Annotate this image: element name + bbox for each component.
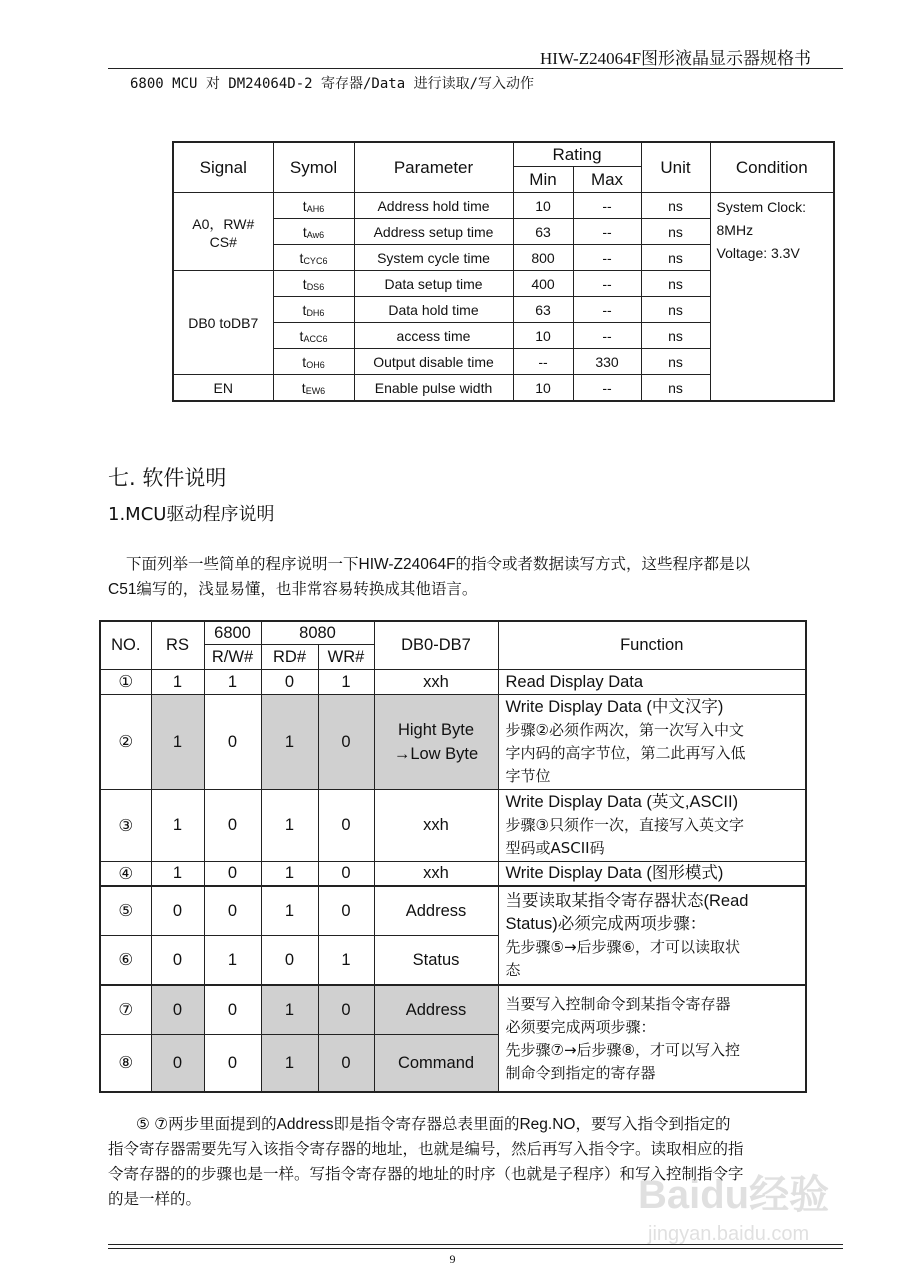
unit-cell: ns <box>641 271 710 297</box>
param-cell: System cycle time <box>354 245 513 271</box>
signal-en: EN <box>173 375 273 402</box>
unit-cell: ns <box>641 245 710 271</box>
wr-cell: 0 <box>318 862 374 887</box>
no-cell: ③ <box>100 790 151 862</box>
baidu-watermark-logo <box>628 1160 868 1250</box>
no-cell: ⑦ <box>100 985 151 1035</box>
no-cell: ⑥ <box>100 936 151 986</box>
th-wr: WR# <box>318 645 374 670</box>
max-cell: -- <box>573 297 641 323</box>
rs-cell: 0 <box>151 936 204 986</box>
th-rd: RD# <box>261 645 318 670</box>
rw-cell: 0 <box>204 862 261 887</box>
watermark-brand: Baidu经验 <box>638 1173 830 1217</box>
min-cell: 10 <box>513 375 573 402</box>
rd-cell: 1 <box>261 985 318 1035</box>
min-cell: 10 <box>513 193 573 219</box>
symbol-cell: tCYC6 <box>273 245 354 271</box>
timing-table <box>172 141 835 402</box>
function-cell-write-command: 当要写入控制命令到某指令寄存器 必须要完成两项步骤： 先步骤⑦→后步骤⑧，才可以写入控 制命令到指定的寄存器 <box>498 985 806 1092</box>
rs-cell: 1 <box>151 862 204 887</box>
intro-line: C51编写的，浅显易懂，也非常容易转换成其他语言。 <box>108 581 478 598</box>
param-cell: Output disable time <box>354 349 513 375</box>
rd-cell: 1 <box>261 1035 318 1093</box>
signal-cs: CS# <box>209 233 237 250</box>
db-cell: Hight Byte →Low Byte <box>374 695 498 790</box>
signal-group-db: DB0 toDB7 <box>173 271 273 375</box>
th-rating: Rating <box>513 142 641 167</box>
intro-paragraph <box>108 552 848 602</box>
th-parameter: Parameter <box>354 142 513 193</box>
timing-caption: 6800 MCU 对 DM24064D-2 寄存器/Data 进行读取/写入动作 <box>130 76 535 92</box>
unit-cell: ns <box>641 349 710 375</box>
watermark-url: jingyan.baidu.com <box>648 1223 810 1245</box>
symbol-cell: tACC6 <box>273 323 354 349</box>
unit-cell: ns <box>641 219 710 245</box>
max-cell: -- <box>573 245 641 271</box>
db-cell: xxh <box>374 790 498 862</box>
max-cell: 330 <box>573 349 641 375</box>
no-cell: ① <box>100 670 151 695</box>
min-cell: 63 <box>513 297 573 323</box>
min-cell: 10 <box>513 323 573 349</box>
db-cell: Address <box>374 985 498 1035</box>
function-cell: Read Display Data <box>498 670 806 695</box>
rs-cell: 0 <box>151 985 204 1035</box>
intro-line: 下面列举一些简单的程序说明一下HIW-Z24064F的指令或者数据读写方式，这些程序都是以 <box>126 556 751 573</box>
footer-rule <box>108 1248 843 1249</box>
th-signal: Signal <box>173 142 273 193</box>
note-line: 指令寄存器需要先写入该指令寄存器的地址，也就是编号，然后再写入指令字。读取相应的指 <box>108 1141 744 1158</box>
wr-cell: 0 <box>318 790 374 862</box>
page-number: 9 <box>449 1252 456 1266</box>
header-rule <box>108 68 843 69</box>
max-cell: -- <box>573 271 641 297</box>
min-cell: 800 <box>513 245 573 271</box>
unit-cell: ns <box>641 297 710 323</box>
section-heading: 七. 软件说明 <box>108 466 227 490</box>
th-symbol: Symol <box>273 142 354 193</box>
rd-cell: 1 <box>261 886 318 936</box>
th-unit: Unit <box>641 142 710 193</box>
rw-cell: 1 <box>204 670 261 695</box>
symbol-cell: tDH6 <box>273 297 354 323</box>
no-cell: ④ <box>100 862 151 887</box>
th-8080: 8080 <box>261 621 374 645</box>
th-condition: Condition <box>710 142 834 193</box>
th-no: NO. <box>100 621 151 670</box>
min-cell: -- <box>513 349 573 375</box>
rs-cell: 1 <box>151 695 204 790</box>
no-cell: ② <box>100 695 151 790</box>
db-cell: xxh <box>374 670 498 695</box>
db-cell: xxh <box>374 862 498 887</box>
th-6800: 6800 <box>204 621 261 645</box>
rs-cell: 1 <box>151 790 204 862</box>
wr-cell: 1 <box>318 936 374 986</box>
rd-cell: 1 <box>261 790 318 862</box>
wr-cell: 0 <box>318 985 374 1035</box>
th-function: Function <box>498 621 806 670</box>
function-cell: Write Display Data (英文,ASCII) 步骤③只须作一次，直接写入英文字 型码或ASCII码 <box>498 790 806 862</box>
note-line: 的是一样的。 <box>108 1191 202 1208</box>
symbol-cell: tEW6 <box>273 375 354 402</box>
document-header-title: HIW-Z24064F图形液晶显示器规格书 <box>540 49 812 68</box>
wr-cell: 0 <box>318 1035 374 1093</box>
th-db: DB0-DB7 <box>374 621 498 670</box>
th-rw: R/W# <box>204 645 261 670</box>
wr-cell: 0 <box>318 695 374 790</box>
rw-cell: 0 <box>204 1035 261 1093</box>
condition-cell: System Clock: 8MHz Voltage: 3.3V <box>710 193 834 402</box>
no-cell: ⑤ <box>100 886 151 936</box>
db-cell: Address <box>374 886 498 936</box>
function-cell-read-status: 当要读取某指令寄存器状态(Read Status)必须完成两项步骤： 先步骤⑤→后步骤⑥，才可以读取状 态 <box>498 886 806 985</box>
db-cell: Command <box>374 1035 498 1093</box>
rd-cell: 1 <box>261 695 318 790</box>
min-cell: 63 <box>513 219 573 245</box>
unit-cell: ns <box>641 375 710 402</box>
rw-cell: 1 <box>204 936 261 986</box>
wr-cell: 0 <box>318 886 374 936</box>
max-cell: -- <box>573 219 641 245</box>
rw-cell: 0 <box>204 985 261 1035</box>
rd-cell: 0 <box>261 936 318 986</box>
signal-a0-rw: A0，RW# <box>192 215 255 232</box>
rw-cell: 0 <box>204 886 261 936</box>
param-cell: Data setup time <box>354 271 513 297</box>
rw-cell: 0 <box>204 695 261 790</box>
rd-cell: 1 <box>261 862 318 887</box>
param-cell: Enable pulse width <box>354 375 513 402</box>
rs-cell: 1 <box>151 670 204 695</box>
max-cell: -- <box>573 193 641 219</box>
symbol-cell: tAH6 <box>273 193 354 219</box>
symbol-cell: tDS6 <box>273 271 354 297</box>
footer-rule <box>108 1244 843 1245</box>
rs-cell: 0 <box>151 886 204 936</box>
command-table <box>99 620 807 1093</box>
th-rs: RS <box>151 621 204 670</box>
rs-cell: 0 <box>151 1035 204 1093</box>
wr-cell: 1 <box>318 670 374 695</box>
param-cell: Data hold time <box>354 297 513 323</box>
max-cell: -- <box>573 375 641 402</box>
unit-cell: ns <box>641 193 710 219</box>
param-cell: access time <box>354 323 513 349</box>
unit-cell: ns <box>641 323 710 349</box>
subsection-heading: 1.MCU驱动程序说明 <box>108 504 275 525</box>
max-cell: -- <box>573 323 641 349</box>
symbol-cell: tOH6 <box>273 349 354 375</box>
th-min: Min <box>513 167 573 193</box>
param-cell: Address setup time <box>354 219 513 245</box>
note-line: 令寄存器的的步骤也是一样。写指令寄存器的地址的时序（也就是子程序）和写入控制指令字 <box>108 1166 744 1183</box>
symbol-cell: tAw6 <box>273 219 354 245</box>
rw-cell: 0 <box>204 790 261 862</box>
no-cell: ⑧ <box>100 1035 151 1093</box>
th-max: Max <box>573 167 641 193</box>
function-cell: Write Display Data (图形模式) <box>498 862 806 887</box>
note-line: ⑤ ⑦两步里面提到的Address即是指令寄存器总表里面的Reg.NO，要写入指令到指定的 <box>136 1116 731 1133</box>
function-cell: Write Display Data (中文汉字) 步骤②必须作两次，第一次写入中文 字内码的高字节位，第二此再写入低 字节位 <box>498 695 806 790</box>
param-cell: Address hold time <box>354 193 513 219</box>
signal-group-a0 <box>173 193 273 271</box>
rd-cell: 0 <box>261 670 318 695</box>
db-cell: Status <box>374 936 498 986</box>
min-cell: 400 <box>513 271 573 297</box>
